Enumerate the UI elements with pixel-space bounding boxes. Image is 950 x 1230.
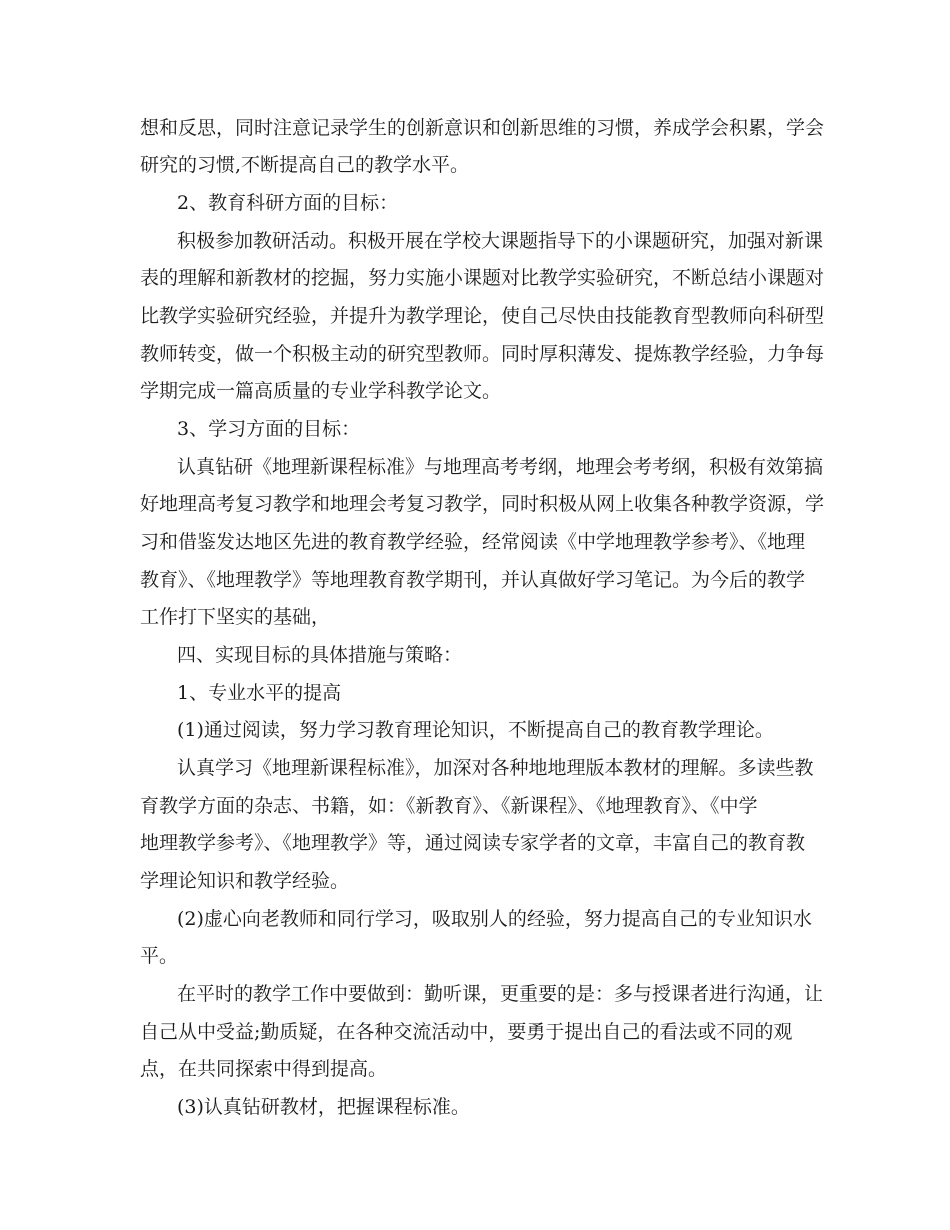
text-line: (2)虚心向老教师和同行学习，吸取别人的经验，努力提高自己的专业知识水 — [177, 908, 812, 930]
text-line: 表的理解和新教材的挖掘，努力实施小课题对比教学实验研究，不断总结小课题对 — [140, 267, 825, 289]
section-heading: 2、教育科研方面的目标： — [177, 192, 399, 214]
text-line: (1)通过阅读，努力学习教育理论知识，不断提高自己的教育教学理论。 — [177, 719, 774, 741]
text-line: 好地理高考复习教学和地理会考复习教学，同时积极从网上收集各种教学资源，学 — [140, 493, 825, 515]
text-line: 工作打下坚实的基础， — [140, 606, 331, 628]
section-heading: 1、专业水平的提高 — [177, 682, 342, 704]
text-line: 习和借鉴发达地区先进的教育教学经验，经常阅读《中学地理教学参考》、《地理 — [140, 531, 806, 553]
text-line: (3)认真钻研教材，把握课程标准。 — [177, 1096, 470, 1118]
text-line: 认真钻研《地理新课程标准》与地理高考考纲，地理会考考纲，积极有效第搞 — [177, 456, 824, 478]
text-line: 学期完成一篇高质量的专业学科教学论文。 — [140, 380, 502, 402]
text-line: 点，在共同探索中得到提高。 — [140, 1058, 388, 1080]
section-heading: 四、实现目标的具体措施与策略： — [177, 644, 463, 666]
text-line: 平。 — [140, 945, 179, 967]
text-line: 学理论知识和教学经验。 — [140, 870, 350, 892]
text-line: 研究的习惯,不断提高自己的教学水平。 — [140, 154, 470, 176]
text-line: 在平时的教学工作中要做到：勤听课，更重要的是：多与授课者进行沟通，让 — [177, 983, 824, 1005]
text-line: 教师转变，做一个积极主动的研究型教师。同时厚积薄发、提炼教学经验，力争每 — [140, 343, 825, 365]
text-line: 地理教学参考》、《地理教学》等，通过阅读专家学者的文章，丰富自己的教育教 — [140, 832, 806, 854]
text-line: 积极参加教研活动。积极开展在学校大课题指导下的小课题研究，加强对新课 — [177, 230, 824, 252]
text-line: 教育》、《地理教学》等地理教育教学期刊，并认真做好学习笔记。为今后的教学 — [140, 569, 806, 591]
section-heading: 3、学习方面的目标： — [177, 418, 361, 440]
text-line: 育教学方面的杂志、书籍，如：《新教育》、《新课程》、《地理教育》、《中学 — [140, 795, 758, 817]
text-line: 自己从中受益;勤质疑，在各种交流活动中，要勇于提出自己的看法或不同的观 — [140, 1021, 793, 1043]
text-line: 认真学习《地理新课程标准》，加深对各种地地理版本教材的理解。多读些教 — [177, 757, 814, 779]
text-line: 想和反思，同时注意记录学生的创新意识和创新思维的习惯，养成学会积累，学会 — [140, 117, 825, 139]
text-line: 比教学实验研究经验，并提升为教学理论，使自己尽快由技能教育型教师向科研型 — [140, 305, 825, 327]
